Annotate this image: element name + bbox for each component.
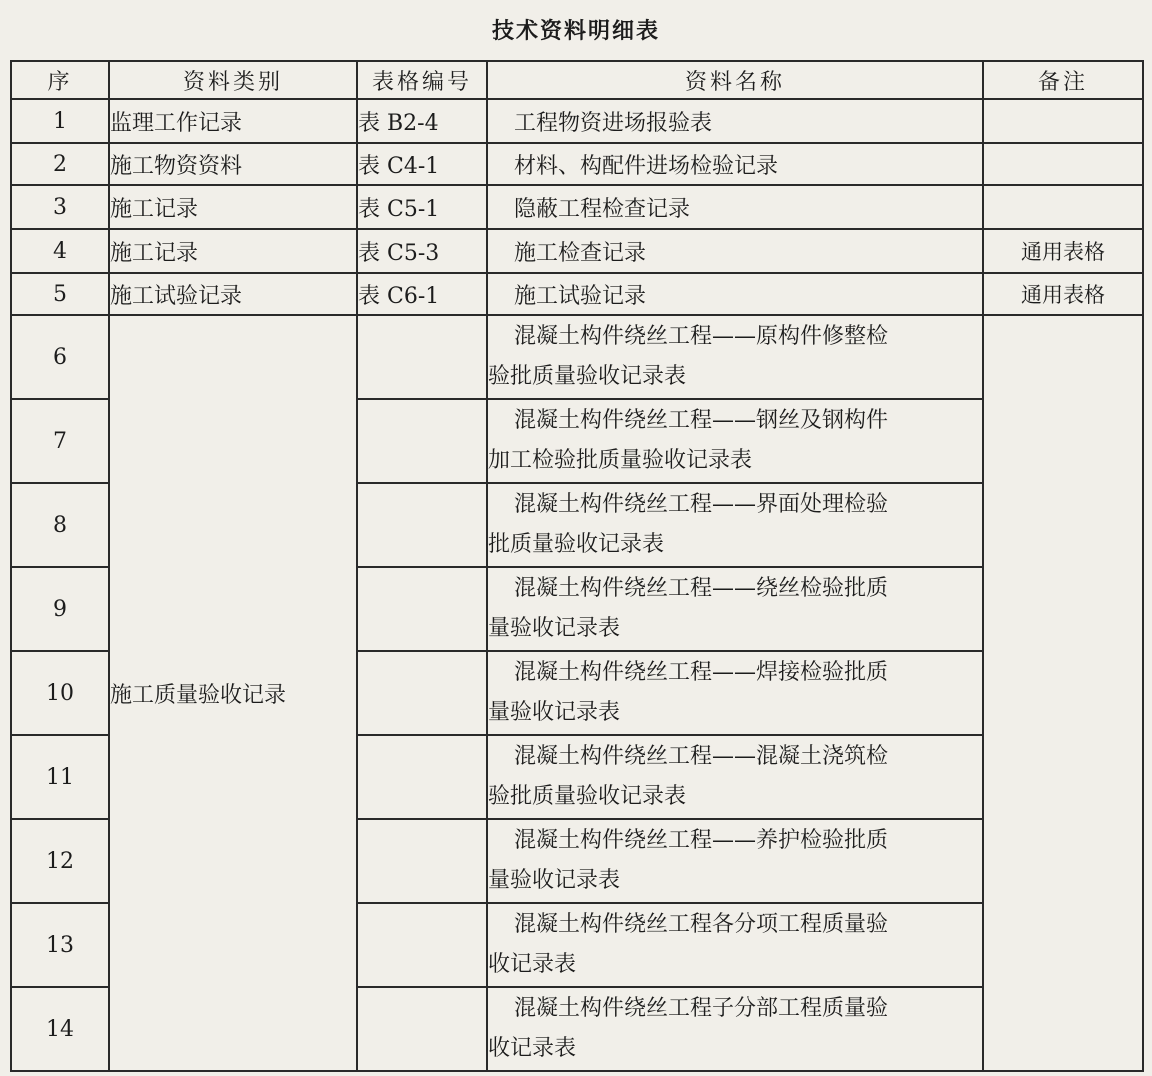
row-name-line1: 混凝土构件绕丝工程——原构件修整检 bbox=[514, 324, 889, 349]
row-form-no bbox=[357, 903, 487, 987]
technical-data-table bbox=[10, 60, 1144, 1072]
row-name bbox=[487, 819, 983, 903]
row-seq: 1 bbox=[11, 99, 109, 143]
row-name-line2: 批质量验收记录表 bbox=[488, 532, 665, 557]
row-note bbox=[983, 143, 1143, 185]
row-category: 施工试验记录 bbox=[109, 273, 357, 315]
row-name-line2: 量验收记录表 bbox=[488, 700, 621, 725]
row-name-line1: 混凝土构件绕丝工程——混凝土浇筑检 bbox=[514, 744, 889, 769]
row-name-line2: 加工检验批质量验收记录表 bbox=[488, 448, 753, 473]
row-name-line1: 混凝土构件绕丝工程各分项工程质量验 bbox=[514, 912, 889, 937]
row-seq: 8 bbox=[11, 483, 109, 567]
row-seq: 6 bbox=[11, 315, 109, 399]
header-note: 备注 bbox=[983, 61, 1143, 99]
table-title: 技术资料明细表 bbox=[491, 19, 660, 44]
row-note bbox=[983, 99, 1143, 143]
row-name-text: 材料、构配件进场检验记录 bbox=[514, 153, 779, 179]
row-name bbox=[487, 651, 983, 735]
row-name-line2: 验批质量验收记录表 bbox=[488, 364, 687, 389]
row-form-no: 表 C5-3 bbox=[357, 229, 487, 273]
row-name-line1: 混凝土构件绕丝工程子分部工程质量验 bbox=[514, 996, 889, 1021]
merged-category-cell: 施工质量验收记录 bbox=[109, 315, 357, 1071]
row-name bbox=[487, 567, 983, 651]
row-name bbox=[487, 987, 983, 1071]
row-name bbox=[487, 229, 983, 273]
row-note: 通用表格 bbox=[983, 229, 1143, 273]
row-name-line2: 验批质量验收记录表 bbox=[488, 784, 687, 809]
table-row bbox=[11, 185, 1143, 229]
row-category: 监理工作记录 bbox=[109, 99, 357, 143]
header-name: 资料名称 bbox=[487, 61, 983, 99]
row-name-text: 施工试验记录 bbox=[514, 283, 647, 309]
row-form-no bbox=[357, 987, 487, 1071]
row-name bbox=[487, 273, 983, 315]
row-seq: 7 bbox=[11, 399, 109, 483]
row-category: 施工记录 bbox=[109, 229, 357, 273]
row-seq: 5 bbox=[11, 273, 109, 315]
row-name bbox=[487, 185, 983, 229]
row-seq: 4 bbox=[11, 229, 109, 273]
row-form-no bbox=[357, 399, 487, 483]
row-name bbox=[487, 99, 983, 143]
row-name bbox=[487, 735, 983, 819]
header-category: 资料类别 bbox=[109, 61, 357, 99]
row-form-no: 表 C6-1 bbox=[357, 273, 487, 315]
row-name bbox=[487, 903, 983, 987]
row-name-line2: 收记录表 bbox=[488, 1036, 577, 1061]
row-name-text: 工程物资进场报验表 bbox=[514, 110, 713, 136]
row-name bbox=[487, 143, 983, 185]
row-seq: 12 bbox=[11, 819, 109, 903]
row-form-no bbox=[357, 483, 487, 567]
row-name-text: 施工检查记录 bbox=[514, 240, 647, 266]
row-form-no bbox=[357, 819, 487, 903]
row-seq: 10 bbox=[11, 651, 109, 735]
row-form-no bbox=[357, 315, 487, 399]
row-seq: 2 bbox=[11, 143, 109, 185]
table-row bbox=[11, 273, 1143, 315]
row-name bbox=[487, 315, 983, 399]
row-name bbox=[487, 399, 983, 483]
row-form-no bbox=[357, 735, 487, 819]
row-name-line1: 混凝土构件绕丝工程——焊接检验批质 bbox=[514, 660, 889, 685]
table-row bbox=[11, 315, 1143, 399]
row-form-no: 表 C4-1 bbox=[357, 143, 487, 185]
row-form-no: 表 B2-4 bbox=[357, 99, 487, 143]
table-header-row bbox=[11, 61, 1143, 99]
row-form-no: 表 C5-1 bbox=[357, 185, 487, 229]
header-seq: 序 bbox=[11, 61, 109, 99]
row-name-line2: 量验收记录表 bbox=[488, 616, 621, 641]
row-name-text: 隐蔽工程检查记录 bbox=[514, 196, 691, 222]
row-name-line2: 量验收记录表 bbox=[488, 868, 621, 893]
row-name-line1: 混凝土构件绕丝工程——绕丝检验批质 bbox=[514, 576, 889, 601]
row-form-no bbox=[357, 651, 487, 735]
row-note: 通用表格 bbox=[983, 273, 1143, 315]
row-name-line2: 收记录表 bbox=[488, 952, 577, 977]
table-row bbox=[11, 143, 1143, 185]
row-seq: 11 bbox=[11, 735, 109, 819]
header-form-no: 表格编号 bbox=[357, 61, 487, 99]
table-row bbox=[11, 229, 1143, 273]
row-category: 施工物资资料 bbox=[109, 143, 357, 185]
table-row bbox=[11, 99, 1143, 143]
row-note-merged bbox=[983, 315, 1143, 1071]
row-seq: 9 bbox=[11, 567, 109, 651]
row-name-line1: 混凝土构件绕丝工程——钢丝及钢构件 bbox=[514, 408, 889, 433]
row-seq: 3 bbox=[11, 185, 109, 229]
row-seq: 13 bbox=[11, 903, 109, 987]
row-seq: 14 bbox=[11, 987, 109, 1071]
row-note bbox=[983, 185, 1143, 229]
row-form-no bbox=[357, 567, 487, 651]
row-name-line1: 混凝土构件绕丝工程——界面处理检验 bbox=[514, 492, 889, 517]
row-name-line1: 混凝土构件绕丝工程——养护检验批质 bbox=[514, 828, 889, 853]
row-name bbox=[487, 483, 983, 567]
row-category: 施工记录 bbox=[109, 185, 357, 229]
